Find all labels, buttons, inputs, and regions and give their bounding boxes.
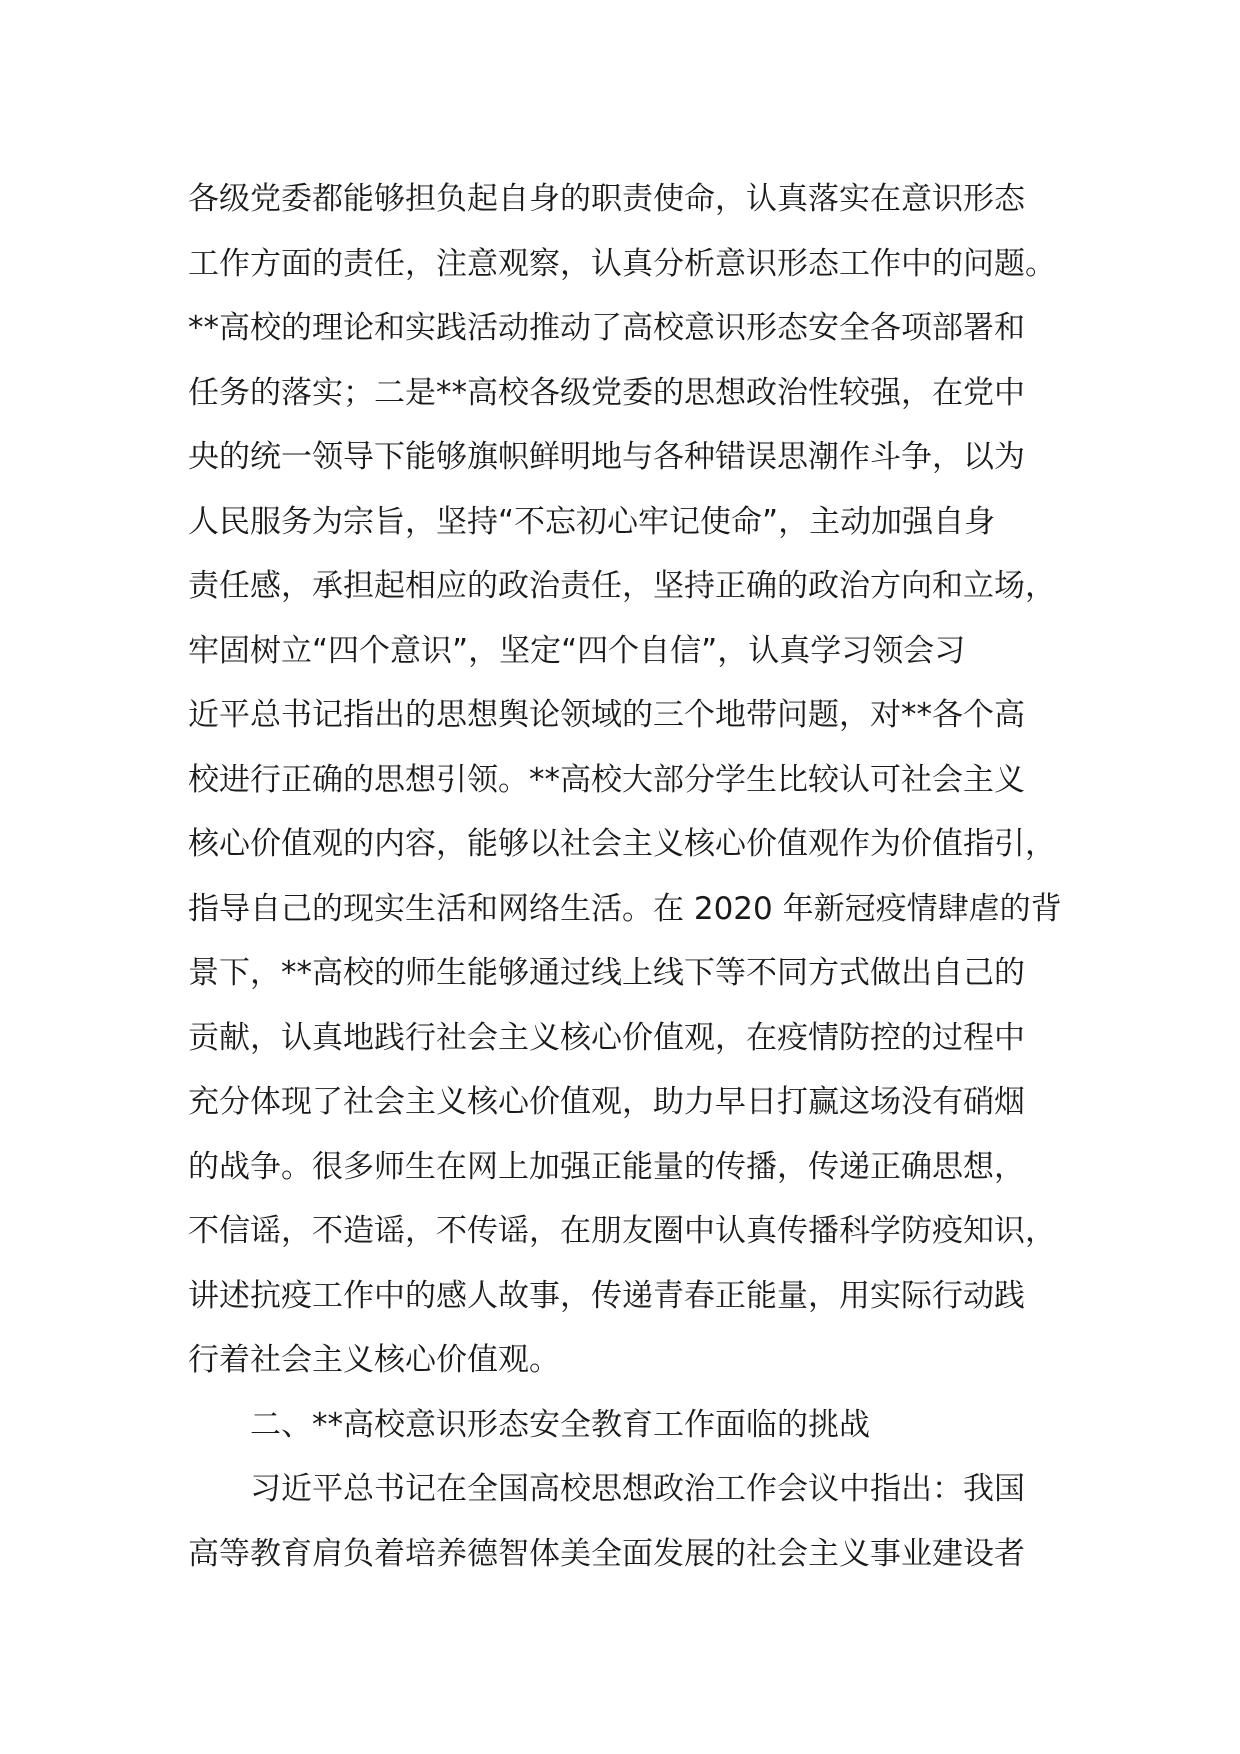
text-line: 不信谣，不造谣，不传谣，在朋友圈中认真传播科学防疫知识， bbox=[188, 1213, 1056, 1249]
text-line: 责任感，承担起相应的政治责任，坚持正确的政治方向和立场， bbox=[188, 568, 1056, 604]
text-line: 景下，**高校的师生能够通过线上线下等不同方式做出自己的 bbox=[188, 955, 1025, 991]
text-line: 核心价值观的内容，能够以社会主义核心价值观作为价值指引， bbox=[188, 826, 1056, 862]
text-line: 近平总书记指出的思想舆论领域的三个地带问题，对**各个高 bbox=[188, 697, 1025, 733]
text-line: 习近平总书记在全国高校思想政治工作会议中指出：我国 bbox=[250, 1471, 1025, 1507]
paragraph-2 bbox=[188, 1457, 1088, 1586]
section-heading: 二、**高校意识形态安全教育工作面临的挑战 bbox=[250, 1406, 870, 1443]
text-line: 校进行正确的思想引领。**高校大部分学生比较认可社会主义 bbox=[188, 761, 1025, 798]
text-line: 指导自己的现实生活和网络生活。在 2020 年新冠疫情肆虐的背 bbox=[188, 890, 1062, 927]
paragraph-1 bbox=[188, 167, 1088, 1393]
text-line: 讲述抗疫工作中的感人故事，传递青春正能量，用实际行动践 bbox=[188, 1277, 1025, 1314]
text-line: 央的统一领导下能够旗帜鲜明地与各种错误思潮作斗争，以为 bbox=[188, 439, 1025, 475]
text-line: **高校的理论和实践活动推动了高校意识形态安全各项部署和 bbox=[188, 310, 1025, 346]
text-line: 工作方面的责任，注意观察，认真分析意识形态工作中的问题。 bbox=[188, 245, 1056, 282]
text-line: 牢固树立“四个意识”，坚定“四个自信”，认真学习领会习 bbox=[188, 632, 966, 669]
text-line: 人民服务为宗旨，坚持“不忘初心牢记使命”，主动加强自身 bbox=[188, 503, 996, 540]
text-line: 的战争。很多师生在网上加强正能量的传播，传递正确思想， bbox=[188, 1148, 1025, 1185]
body-text bbox=[188, 167, 1088, 1586]
text-line: 贡献，认真地践行社会主义核心价值观，在疫情防控的过程中 bbox=[188, 1019, 1025, 1056]
text-line: 充分体现了社会主义核心价值观，助力早日打赢这场没有硝烟 bbox=[188, 1084, 1025, 1120]
text-line: 各级党委都能够担负起自身的职责使命，认真落实在意识形态 bbox=[188, 181, 1025, 217]
text-line: 高等教育肩负着培养德智体美全面发展的社会主义事业建设者 bbox=[188, 1535, 1025, 1572]
text-line: 行着社会主义核心价值观。 bbox=[188, 1342, 560, 1378]
text-line: 任务的落实；二是**高校各级党委的思想政治性较强，在党中 bbox=[188, 374, 1025, 411]
